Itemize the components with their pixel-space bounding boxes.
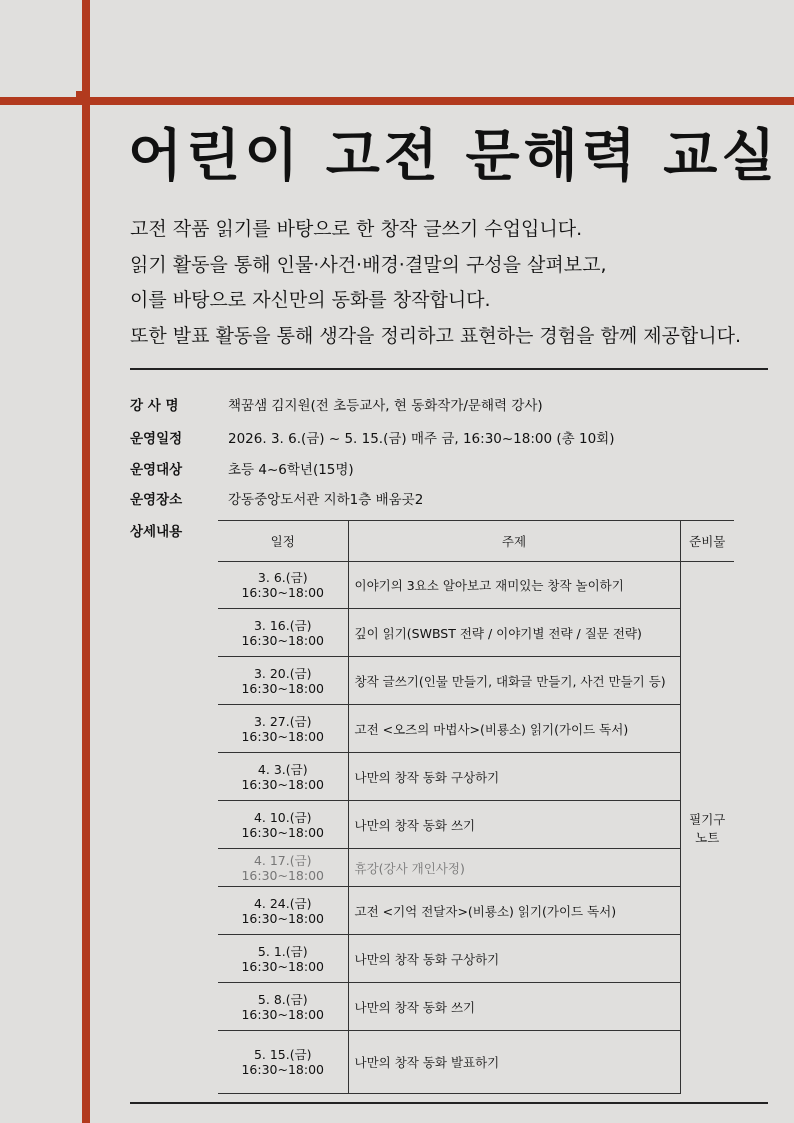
material-item: 노트: [695, 829, 720, 845]
date-text: 5. 1.(금): [257, 943, 308, 959]
intro-line: 이를 바탕으로 자신만의 동화를 창작합니다.: [130, 289, 491, 311]
time-text: 16:30~18:00: [241, 1062, 325, 1077]
date-text: 5. 15.(금): [253, 1047, 312, 1062]
row-topic: 고전 <오즈의 마법사>(비룡소) 읽기(가이드 독서): [348, 705, 680, 753]
table-row: [218, 935, 734, 983]
date-text: 4. 3.(금): [257, 761, 308, 777]
row-date: [218, 609, 348, 657]
row-date: [218, 657, 348, 705]
row-topic: 이야기의 3요소 알아보고 재미있는 창작 놀이하기: [348, 562, 680, 609]
intro-line: 읽기 활동을 통해 인물·사건·배경·결말의 구성을 살펴보고,: [130, 253, 607, 276]
row-topic: 창작 글쓰기(인물 만들기, 대화글 만들기, 사건 만들기 등): [348, 657, 680, 705]
table-row: [218, 983, 734, 1031]
row-date: [218, 753, 348, 801]
time-text: 16:30~18:00: [241, 632, 325, 648]
time-text: 16:30~18:00: [241, 728, 325, 744]
time-text: 16:30~18:00: [241, 680, 325, 696]
row-date: [218, 983, 348, 1031]
time-text: 16:30~18:00: [241, 1006, 325, 1022]
row-topic: 나만의 창작 동화 쓰기: [348, 983, 680, 1031]
date-text: 3. 20.(금): [253, 665, 312, 681]
time-text: 16:30~18:00: [241, 910, 325, 926]
row-topic: 나만의 창작 동화 쓰기: [348, 801, 680, 849]
intro-line: 또한 발표 활동을 통해 생각을 정리하고 표현하는 경험을 함께 제공합니다.: [130, 324, 742, 347]
junction-decoration: [82, 84, 90, 119]
page-title: 어린이 고전 문해력 교실: [128, 124, 780, 189]
header-date: 일정: [218, 521, 348, 562]
materials-cell: [680, 562, 734, 1094]
date-text: 4. 24.(금): [253, 895, 312, 911]
row-topic: 고전 <기억 전달자>(비룡소) 읽기(가이드 독서): [348, 887, 680, 935]
info-value: 초등 4~6학년(15명): [228, 462, 354, 478]
table-row: [218, 753, 734, 801]
row-date: [218, 705, 348, 753]
time-text: 16:30~18:00: [241, 824, 325, 840]
divider: [130, 368, 768, 370]
intro-line: 고전 작품 읽기를 바탕으로 한 창작 글쓰기 수업입니다.: [130, 218, 583, 240]
table-row: [218, 1031, 734, 1094]
row-topic: 나만의 창작 동화 구상하기: [348, 753, 680, 801]
row-topic: 깊이 읽기(SWBST 전략 / 이야기별 전략 / 질문 전략): [348, 609, 680, 657]
row-date: [218, 935, 348, 983]
table-row: [218, 849, 734, 887]
table-row: [218, 801, 734, 849]
info-value: 2026. 3. 6.(금) ~ 5. 15.(금) 매주 금, 16:30~18:00 (총 10회): [228, 431, 615, 447]
red-vertical-line: [82, 0, 90, 1123]
table-row: [218, 609, 734, 657]
row-date: [218, 887, 348, 935]
date-text: 4. 10.(금): [253, 809, 312, 825]
material-item: 필기구: [689, 811, 726, 827]
intro-text: [130, 212, 741, 354]
table-row: [218, 887, 734, 935]
info-label: 강 사 명: [130, 398, 179, 414]
header-topic: 주제: [348, 521, 680, 562]
date-text: 3. 6.(금): [257, 570, 308, 585]
date-text: 3. 16.(금): [253, 617, 312, 633]
time-text: 16:30~18:00: [241, 867, 325, 883]
info-label: 운영대상: [130, 462, 183, 478]
row-date: [218, 1031, 348, 1094]
time-text: 16:30~18:00: [241, 585, 325, 600]
info-value: 강동중앙도서관 지하1층 배움곳2: [228, 492, 424, 508]
row-topic: 나만의 창작 동화 구상하기: [348, 935, 680, 983]
info-label: 운영일정: [130, 431, 183, 447]
time-text: 16:30~18:00: [241, 958, 325, 974]
date-text: 4. 17.(금): [253, 852, 312, 868]
header-materials: 준비물: [680, 521, 734, 562]
info-label: 운영장소: [130, 492, 183, 508]
table-row: [218, 657, 734, 705]
row-date: [218, 801, 348, 849]
table-row: [218, 562, 734, 609]
row-date: [218, 849, 348, 887]
row-date: [218, 562, 348, 609]
info-label: 상세내용: [130, 524, 183, 540]
row-topic: 나만의 창작 동화 발표하기: [348, 1031, 680, 1094]
info-value: 책꿈샘 김지원(전 초등교사, 현 동화작가/문해력 강사): [228, 398, 543, 414]
red-horizontal-line: [0, 97, 794, 105]
schedule-table: [218, 520, 734, 1094]
table-row: [218, 705, 734, 753]
date-text: 5. 8.(금): [257, 991, 308, 1007]
date-text: 3. 27.(금): [253, 713, 312, 729]
row-topic: 휴강(강사 개인사정): [348, 849, 680, 887]
time-text: 16:30~18:00: [241, 776, 325, 792]
bottom-divider: [130, 1102, 768, 1104]
